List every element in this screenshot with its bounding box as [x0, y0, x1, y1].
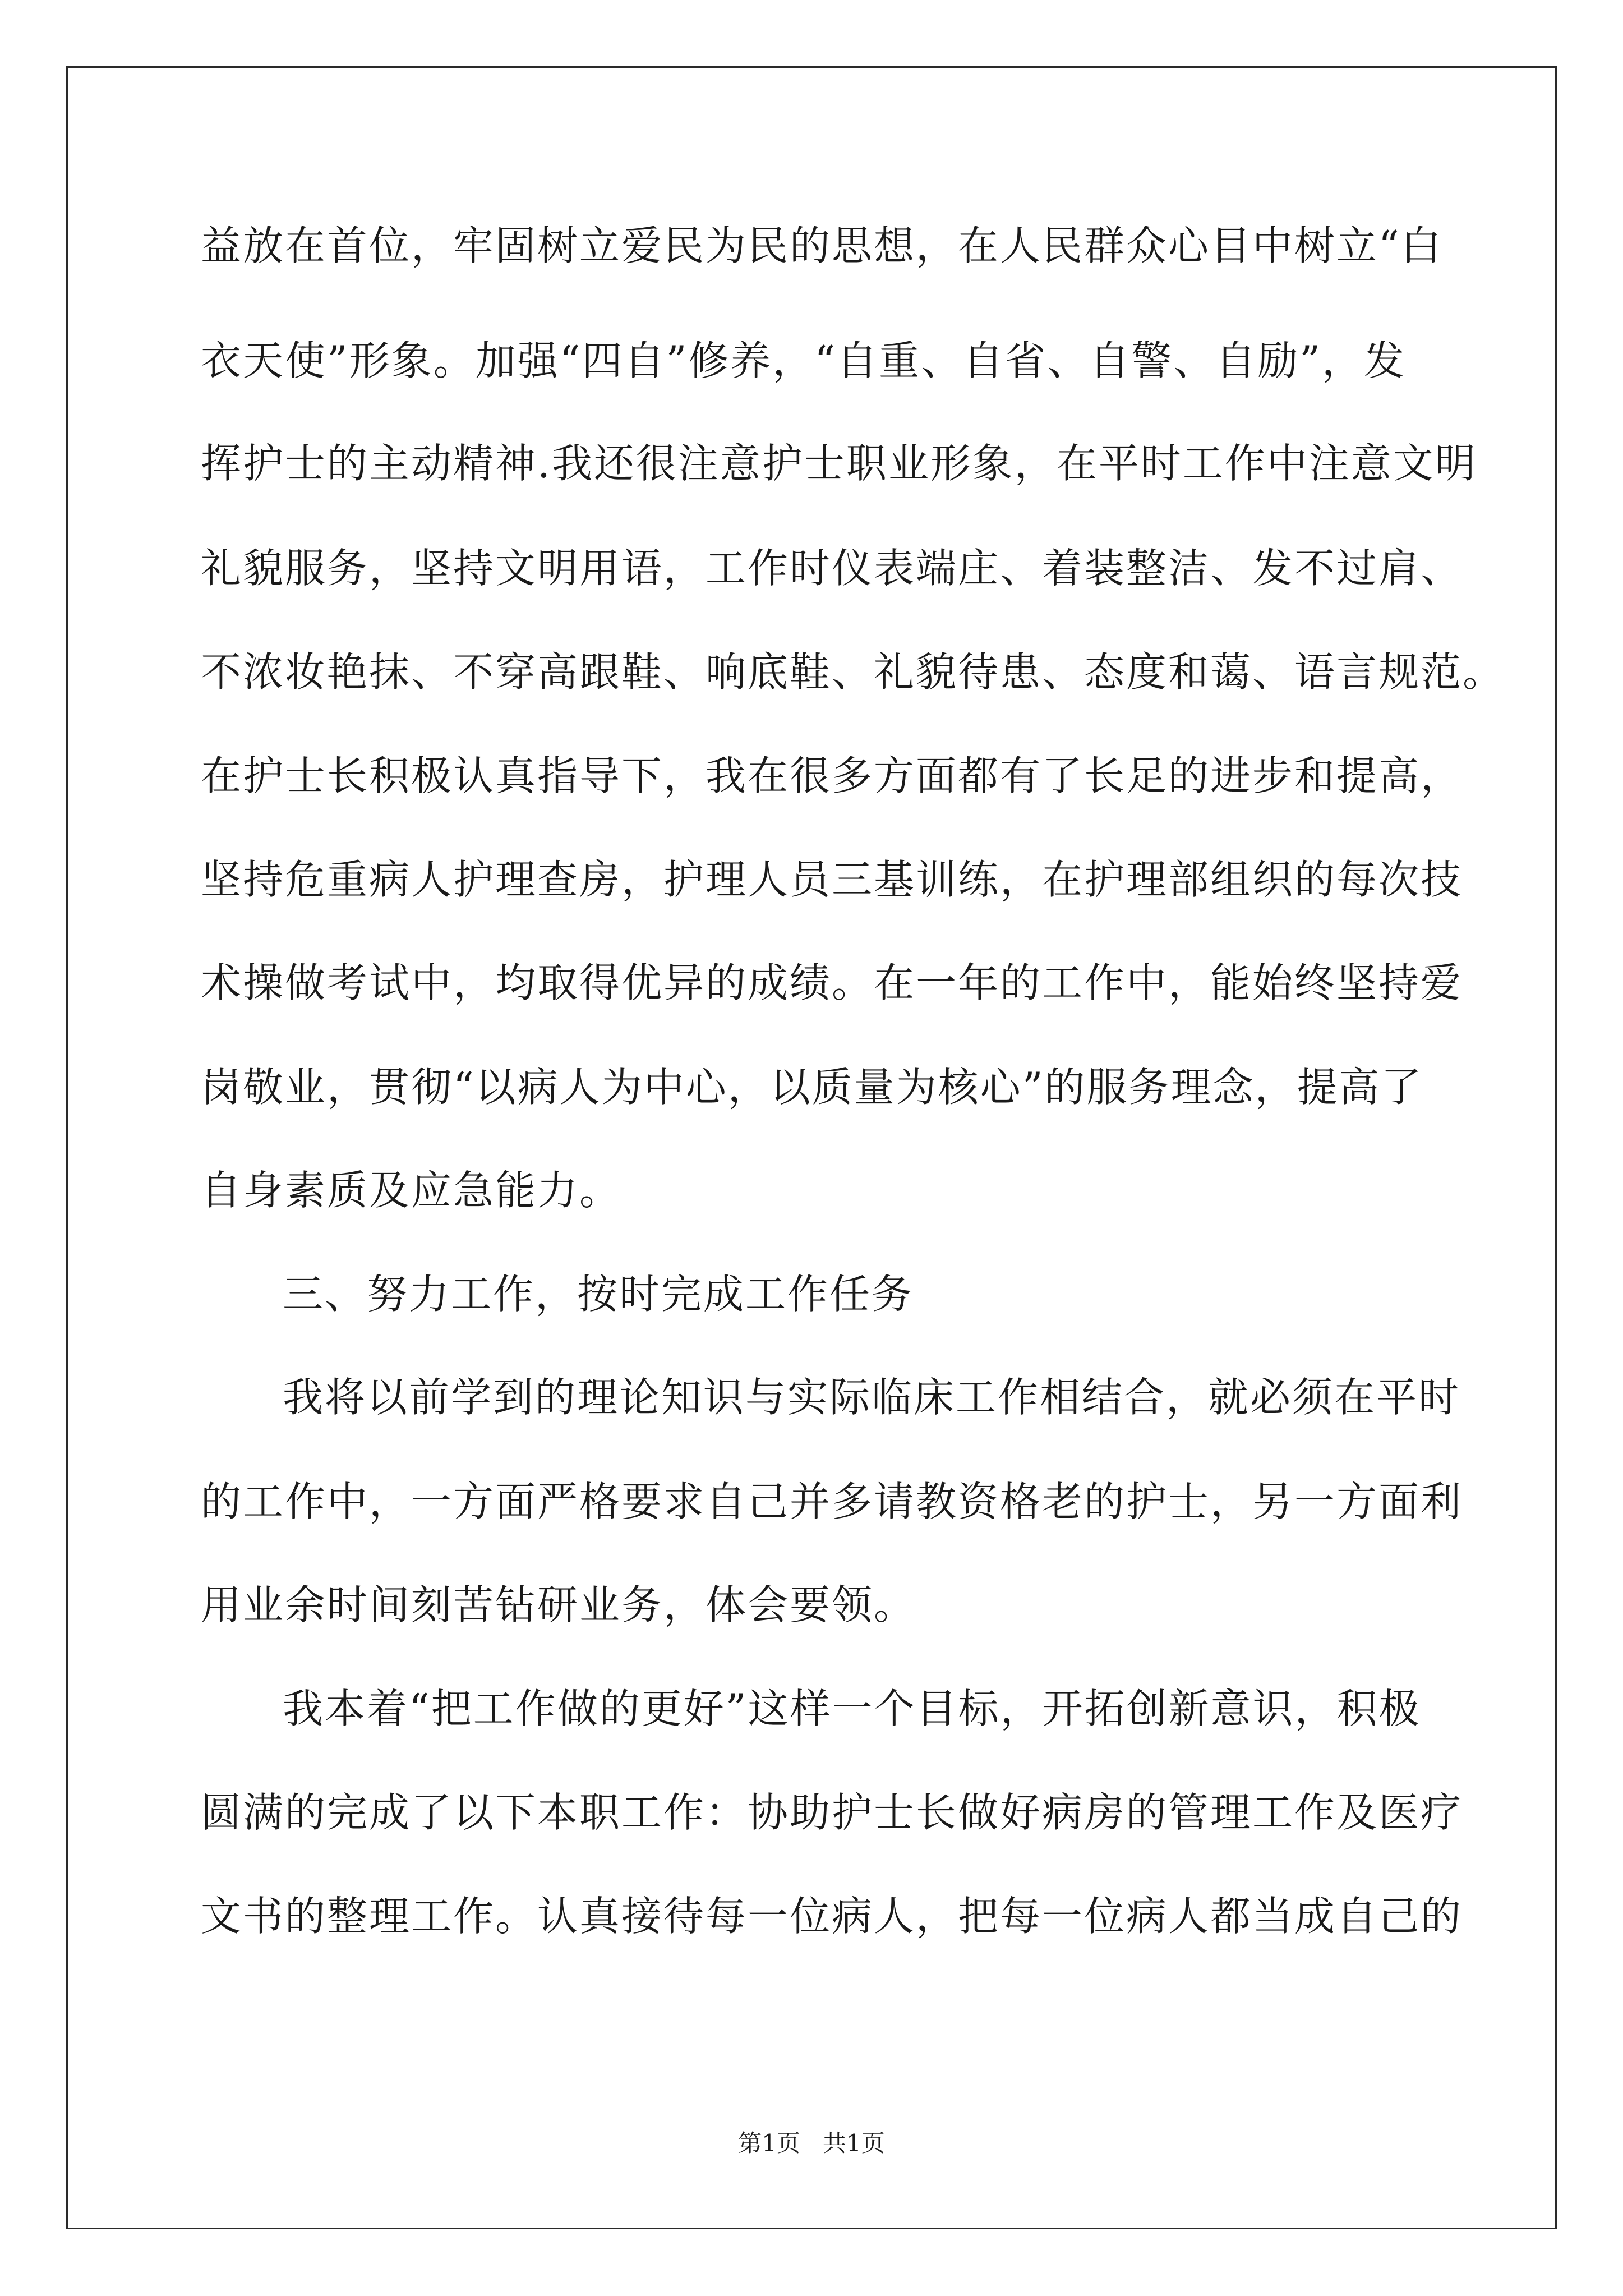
- text-line: 圆满的完成了以下本职工作：协助护士长做好病房的管理工作及医疗: [201, 1789, 1463, 1836]
- section-heading: 三、努力工作，按时完成工作任务: [283, 1271, 914, 1318]
- text-line: 术操做考试中，均取得优异的成绩。在一年的工作中，能始终坚持爱: [201, 959, 1463, 1006]
- text-line: 礼貌服务，坚持文明用语，工作时仪表端庄、着装整洁、发不过肩、: [201, 545, 1463, 592]
- text-line: 的工作中，一方面严格要求自己并多请教资格老的护士，另一方面利: [201, 1478, 1463, 1525]
- text-line: 不浓妆艳抹、不穿高跟鞋、响底鞋、礼貌待患、态度和蔼、语言规范。: [201, 648, 1505, 696]
- text-line: 我本着“把工作做的更好”这样一个目标，开拓创新意识，积极: [283, 1685, 1421, 1732]
- text-line: 岗敬业，贯彻“以病人为中心，以质量为核心”的服务理念，提高了: [201, 1064, 1423, 1111]
- text-line: 挥护士的主动精神.我还很注意护士职业形象，在平时工作中注意文明: [201, 440, 1477, 487]
- page-footer: 第1页 共1页: [738, 2129, 885, 2157]
- text-line: 在护士长积极认真指导下，我在很多方面都有了长足的进步和提高，: [201, 752, 1463, 799]
- text-line: 用业余时间刻苦钻研业务，体会要领。: [201, 1581, 916, 1628]
- text-line: 坚持危重病人护理查房，护理人员三基训练，在护理部组织的每次技: [201, 856, 1463, 903]
- text-line: 自身素质及应急能力。: [201, 1167, 622, 1214]
- text-line: 益放在首位，牢固树立爱民为民的思想，在人民群众心目中树立“白: [201, 222, 1443, 269]
- text-line: 文书的整理工作。认真接待每一位病人，把每一位病人都当成自己的: [201, 1893, 1463, 1940]
- text-line: 衣天使”形象。加强“四自”修养，“自重、自省、自警、自励”，发: [201, 337, 1407, 384]
- text-line: 我将以前学到的理论知识与实际临床工作相结合，就必须在平时: [283, 1374, 1461, 1421]
